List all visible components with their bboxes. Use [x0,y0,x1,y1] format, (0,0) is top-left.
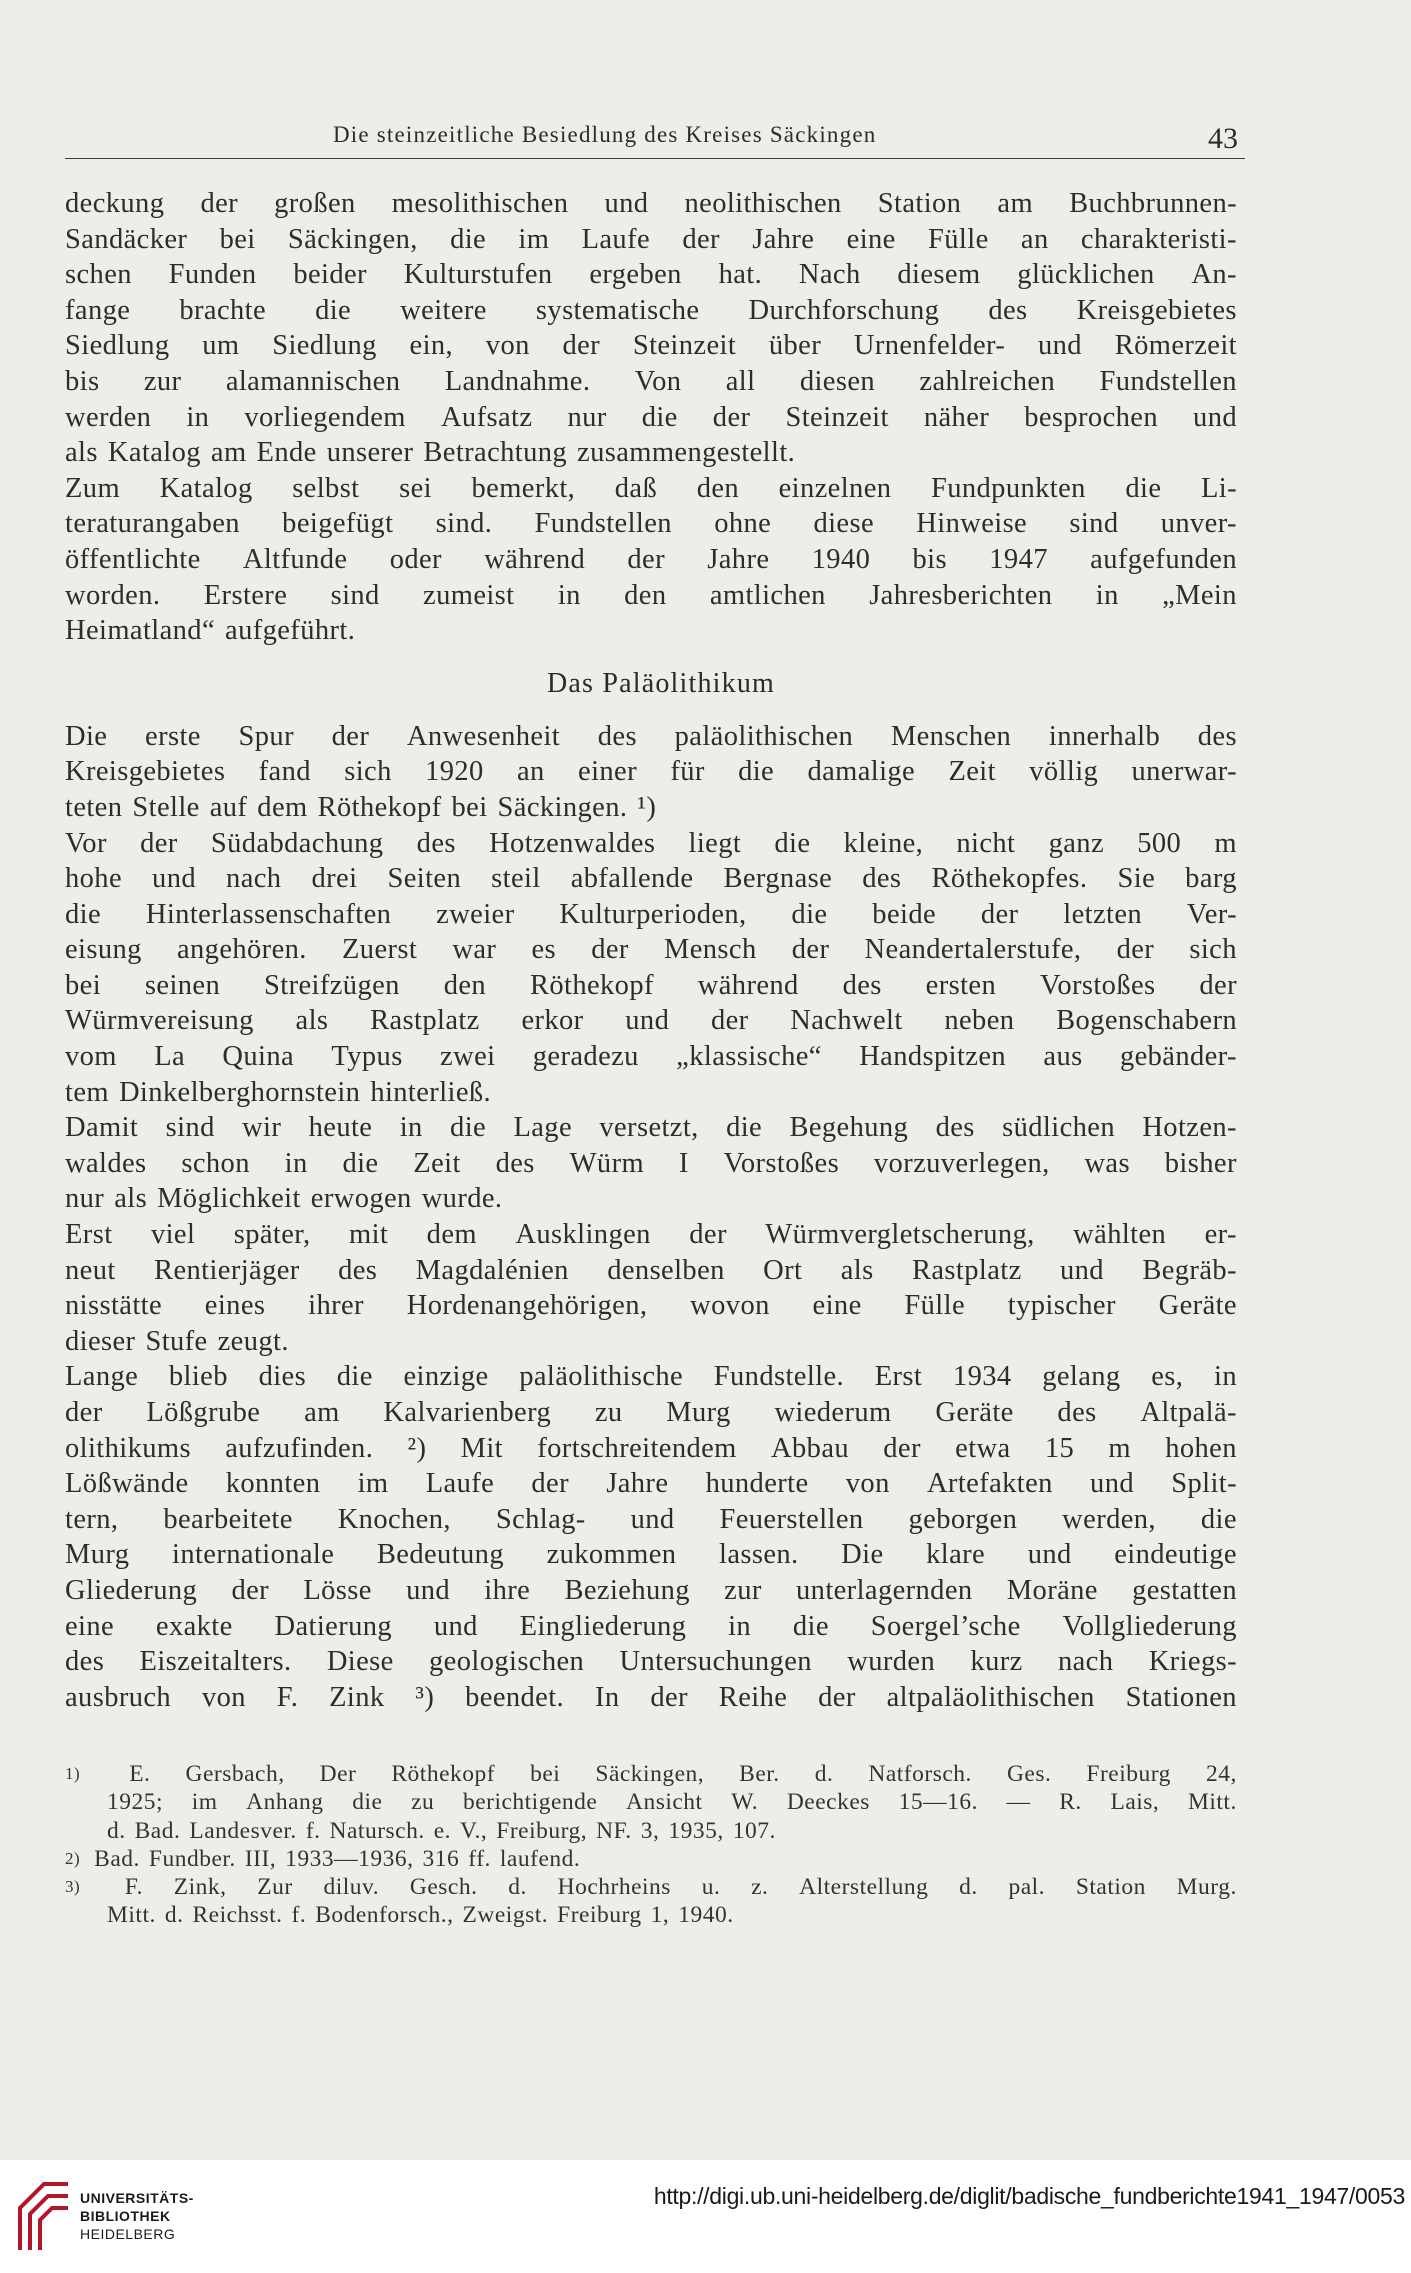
section-heading: Das Paläolithikum [546,667,776,699]
text-line: Die erste Spur der Anwesenheit des paläolithischen Menschen innerhalb des [65,720,1237,752]
text-line: teraturangaben beigefügt sind. Fundstellen ohne diese Hinweise sind unver- [65,508,1237,540]
text-line: deckung der großen mesolithischen und neolithischen Station am Buchbrunnen- [65,188,1237,219]
footnote-line: d. Bad. Landesver. f. Natursch. e. V., Freiburg, NF. 3, 1935, 107. [107,1817,776,1844]
text-line: Gliederung der Lösse und ihre Beziehung zur unterlagernden Moräne gestatten [65,1574,1237,1606]
text-line: Lößwände konnten im Laufe der Jahre hunderte von Artefakten und Split- [65,1468,1237,1500]
text-line: Siedlung um Siedlung ein, von der Steinzeit über Urnenfelder- und Römerzeit [65,330,1237,362]
footnote-line: 1) E. Gersbach, Der Röthekopf bei Säckingen, Ber. d. Natforsch. Ges. Freiburg 24, [65,1761,1237,1787]
text-line: die Hinterlassenschaften zweier Kulturperioden, die beide der letzten Ver- [65,898,1237,930]
text-line: vom La Quina Typus zwei geradezu „klassische“ Handspitzen aus gebänder- [65,1041,1237,1073]
text-line: fange brachte die weitere systematische Durchforschung des Kreisgebietes [65,294,1237,326]
text-line: schen Funden beider Kulturstufen ergeben hat. Nach diesem glücklichen An- [65,259,1237,291]
text-line: eisung angehören. Zuerst war es der Mensch der Neandertalerstufe, der sich [65,934,1237,966]
text-line: olithikums aufzufinden. ²) Mit fortschreitendem Abbau der etwa 15 m hohen [65,1432,1237,1464]
text-line: öffentlichte Altfunde oder während der Jahre 1940 bis 1947 aufgefunden [65,543,1237,575]
text-line: als Katalog am Ende unserer Betrachtung zusammengestellt. [65,437,796,469]
text-line: nur als Möglichkeit erwogen wurde. [65,1183,503,1215]
text-line: Heimatland“ aufgeführt. [65,615,356,647]
text-line: bis zur alamannischen Landnahme. Von all diesen zahlreichen Fundstellen [65,365,1237,397]
footnote-mark: 2) [65,1848,81,1868]
library-logo-icon [14,2178,72,2254]
text-line: hohe und nach drei Seiten steil abfallende Bergnase des Röthekopfes. Sie barg [65,863,1237,895]
text-line: teten Stelle auf dem Röthekopf bei Säckingen. ¹) [65,791,657,823]
running-head [65,118,1245,159]
text-line: ausbruch von F. Zink ³) beendet. In der Reihe der altpaläolithischen Stationen [65,1681,1237,1713]
text-line: des Eiszeitalters. Diese geologischen Untersuchungen wurden kurz nach Kriegs- [65,1646,1237,1678]
text-line: bei seinen Streifzügen den Röthekopf während des ersten Vorstoßes der [65,969,1237,1001]
running-head-title: Die steinzeitliche Besiedlung des Kreises Säckingen [333,122,877,147]
text-line: dieser Stufe zeugt. [65,1325,289,1357]
text-line: Kreisgebietes fand sich 1920 an einer für die damalige Zeit völlig unerwar- [65,756,1237,788]
body-text [65,186,1237,1715]
text-line: tern, bearbeitete Knochen, Schlag- und Feuerstellen geborgen werden, die [65,1503,1237,1535]
footnote-line: 3) F. Zink, Zur diluv. Gesch. d. Hochrheins u. z. Alterstellung d. pal. Station Murg. [65,1874,1237,1901]
text-line: Damit sind wir heute in die Lage versetzt, die Begehung des südlichen Hotzen- [65,1112,1237,1144]
footnote-line: 2) Bad. Fundber. III, 1933—1936, 316 ff. laufend. [65,1845,581,1872]
text-line: Zum Katalog selbst sei bemerkt, daß den einzelnen Fundpunkten die Li- [65,472,1237,504]
library-name-line: UNIVERSITÄTS- [80,2190,194,2206]
footnotes [65,1760,1237,1930]
footnote-line: Mitt. d. Reichsst. f. Bodenforsch., Zweigst. Freiburg 1, 1940. [107,1902,734,1929]
text-line: werden in vorliegendem Aufsatz nur die der Steinzeit näher besprochen und [65,401,1237,433]
library-name-line: BIBLIOTHEK [80,2208,171,2224]
text-line: eine exakte Datierung und Eingliederung in die Soergel’sche Vollgliederung [65,1610,1237,1642]
source-url-link[interactable]: http://digi.ub.uni-heidelberg.de/diglit/badische_fundberichte1941_1947/0053 [653,2183,1405,2209]
text-line: der Lößgrube am Kalvarienberg zu Murg wiederum Geräte des Altpalä- [65,1397,1237,1428]
text-line: Erst viel später, mit dem Ausklingen der Würmvergletscherung, wählten er- [65,1219,1237,1251]
text-line: Sandäcker bei Säckingen, die im Laufe der Jahre eine Fülle an charakteristi- [65,223,1237,255]
library-name [80,2189,194,2243]
footnote-mark: 1) [65,1764,81,1783]
intro-paragraphs [65,186,1237,649]
text-line: neut Rentierjäger des Magdalénien denselben Ort als Rastplatz und Begräb- [65,1254,1237,1286]
footnote-line: 1925; im Anhang die zu berichtigende Ansicht W. Deeckes 15—16. — R. Lais, Mitt. [107,1789,1237,1816]
footnote-mark: 3) [65,1877,81,1897]
section-paragraphs [65,719,1237,1716]
text-line: nisstätte eines ihrer Hordenangehörigen, wovon eine Fülle typischer Geräte [65,1290,1237,1322]
text-line: Lange blieb dies die einzige paläolithische Fundstelle. Erst 1934 gelang es, in [65,1361,1237,1393]
text-line: worden. Erstere sind zumeist in den amtlichen Jahresberichten in „Mein [65,579,1237,611]
library-name-line: HEIDELBERG [80,2226,176,2242]
footer-bar [0,2160,1411,2273]
text-line: Murg internationale Bedeutung zukommen lassen. Die klare und eindeutige [65,1539,1237,1571]
text-line: tem Dinkelberghornstein hinterließ. [65,1076,492,1108]
text-line: waldes schon in die Zeit des Würm I Vorstoßes vorzuverlegen, was bisher [65,1147,1237,1179]
text-line: Vor der Südabdachung des Hotzenwaldes liegt die kleine, nicht ganz 500 m [65,827,1237,859]
page-number: 43 [1208,122,1238,155]
text-line: Würmvereisung als Rastplatz erkor und der Nachwelt neben Bogenschabern [65,1005,1237,1037]
